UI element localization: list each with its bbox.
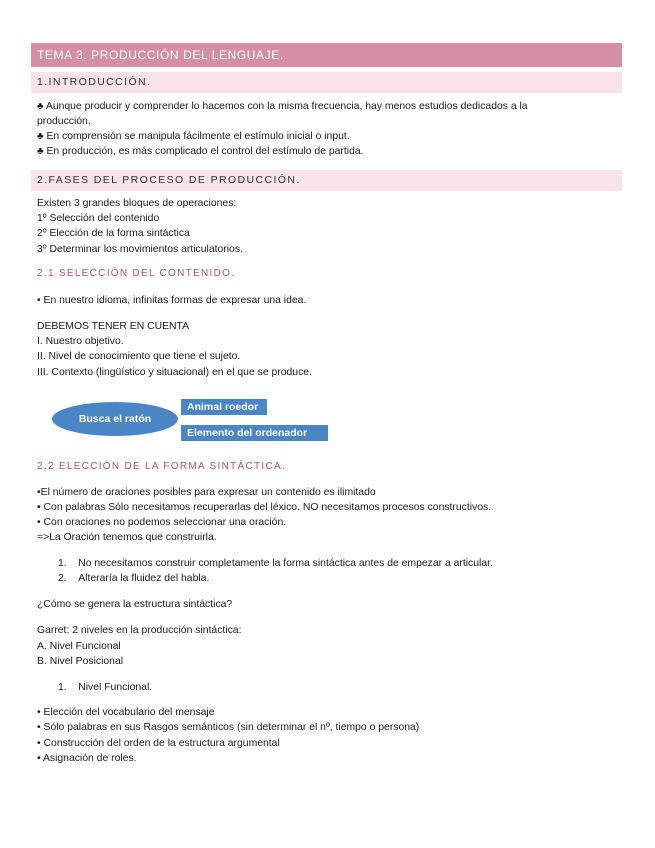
section-heading-fases: 2.FASES DEL PROCESO DE PRODUCCIÓN. [31, 170, 622, 191]
fases-line: 1º Selección del contenido [37, 213, 160, 224]
subsection-heading-eleccion: 2.2 ELECCIÓN DE LA FORMA SINTÁCTICA. [37, 461, 287, 472]
eleccion-bullet: • Con palabras Sólo necesitamos recuperarlas del léxico. NO necesitamos procesos constructivos. [37, 502, 492, 513]
seleccion-line: I. Nuestro objetivo. [37, 336, 124, 347]
intro-bullet-continuation: producción. [37, 116, 91, 127]
funcional-bullet: • Sólo palabras en sus Rasgos semánticos (sin determinar el nº, tiempo o persona) [37, 722, 420, 733]
eleccion-bullet: • Con oraciones no podemos seleccionar una oración. [37, 517, 287, 528]
fases-line: 2º Elección de la forma sintáctica [37, 228, 190, 239]
section-heading-introduccion: 1.INTRODUCCIÓN. [31, 72, 622, 93]
garret-line: Garret: 2 niveles en la producción sintáctica: [37, 625, 242, 636]
intro-bullet: ♣ En producción, es más complicado el control del estímulo de partida. [37, 146, 364, 157]
diagram-oval: Busca el ratón [52, 402, 178, 436]
seleccion-line: DEBEMOS TENER EN CUENTA [37, 321, 190, 332]
level-item: B. Nivel Posicional [37, 656, 124, 667]
seleccion-line: III. Contexto (lingüístico y situacional) en el que se produce. [37, 367, 312, 378]
diagram-option-animal: Animal roedor [181, 399, 267, 415]
club-bullet-icon: ♣ [37, 146, 44, 157]
intro-bullet: ♣ En comprensión se manipula fácilmente el estímulo inicial o input. [37, 131, 350, 142]
seleccion-line: II. Nivel de conocimiento que tiene el sujeto. [37, 351, 241, 362]
funcional-bullet: • Asignación de roles. [37, 753, 137, 764]
intro-bullet: ♣ Aunque producir y comprender lo hacemos con la misma frecuencia, hay menos estudios dedicados a la [37, 101, 528, 112]
numbered-item: 1. Nivel Funcional. [58, 682, 153, 693]
club-bullet-icon: ♣ [37, 101, 44, 112]
club-bullet-icon: ♣ [37, 131, 44, 142]
eleccion-question: ¿Cómo se genera la estructura sintáctica? [37, 599, 233, 610]
page-title: TEMA 3. PRODUCCIÓN DEL LENGUAJE. [31, 43, 622, 67]
seleccion-bullet: • En nuestro idioma, infinitas formas de expresar una idea. [37, 295, 307, 306]
funcional-bullet: • Construcción del orden de la estructura argumental [37, 738, 280, 749]
fases-line: Existen 3 grandes bloques de operaciones: [37, 198, 237, 209]
funcional-bullet: • Elección del vocabulario del mensaje [37, 707, 215, 718]
fases-line: 3º Determinar los movimientos articulatorios. [37, 244, 243, 255]
diagram-option-ordenador: Elemento del ordenador [181, 425, 328, 441]
numbered-item: 2. Alteraría la fluidez del habla. [58, 573, 210, 584]
level-item: A. Nivel Funcional [37, 641, 121, 652]
eleccion-arrow-line: =>La Oración tenemos que construirla. [37, 532, 217, 543]
subsection-heading-seleccion: 2.1 SELECCIÓN DEL CONTENIDO. [37, 268, 236, 279]
numbered-item: 1. No necesitamos construir completamente la forma sintáctica antes de empezar a articular. [58, 558, 493, 569]
eleccion-bullet: •El número de oraciones posibles para expresar un contenido es ilimitado [37, 487, 376, 498]
